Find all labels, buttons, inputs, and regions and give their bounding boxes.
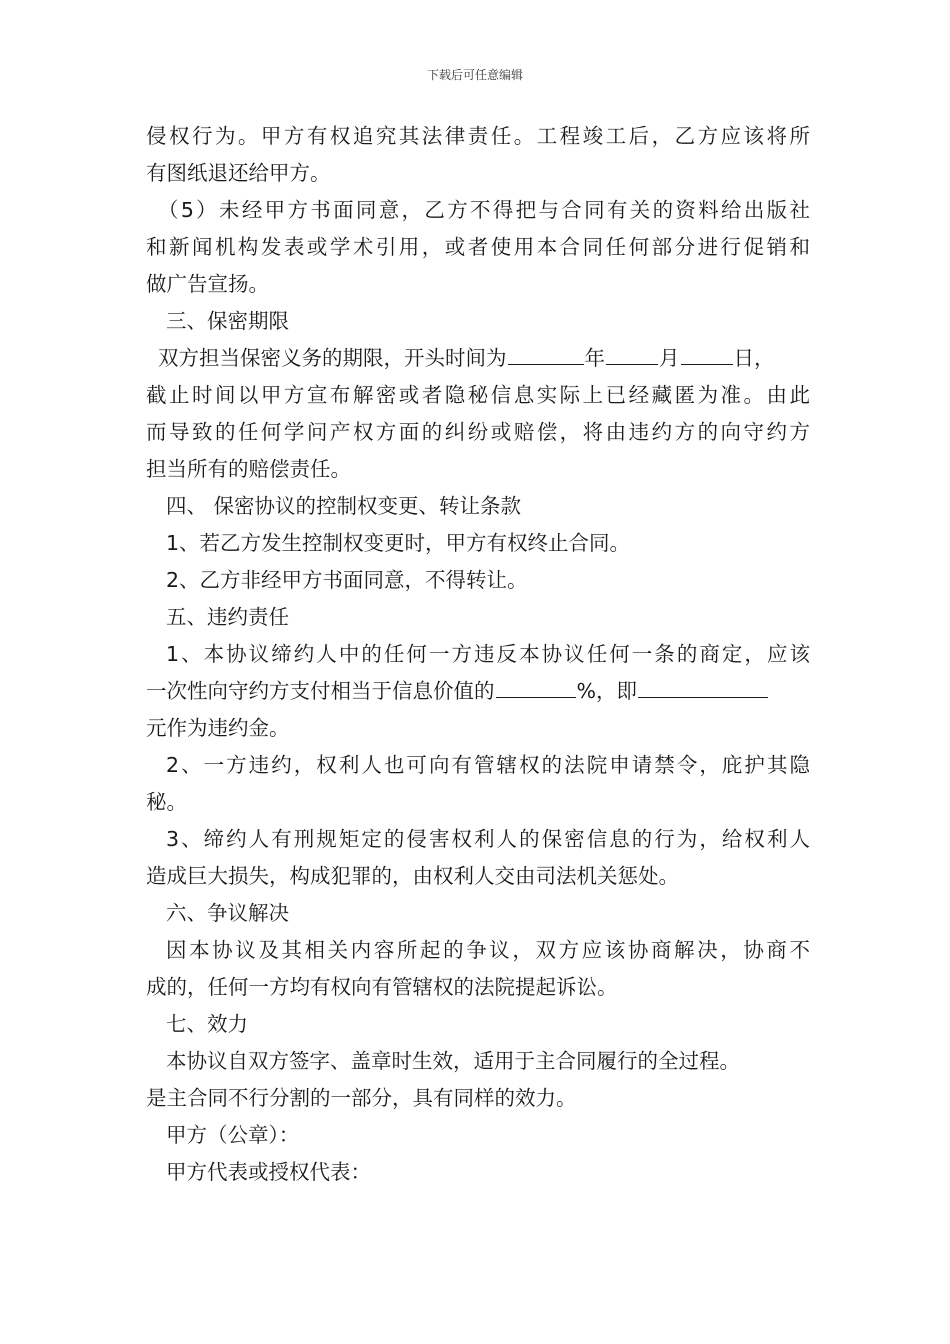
paragraph-line: 2、一方违约，权利人也可向有管辖权的法院申请禁令，庇护其隐 [166,753,810,777]
paragraph-line: （5）未经甲方书面同意，乙方不得把与合同有关的资料给出版社 [158,198,810,222]
document-body [146,118,810,1191]
paragraph-line: 侵权行为。甲方有权追究其法律责任。工程竣工后，乙方应该将所 [146,124,810,148]
percent-blank[interactable] [496,673,576,698]
paragraph-line: 1、本协议缔约人中的任何一方违反本协议任何一条的商定，应该 [166,642,810,666]
paragraph-line: 有图纸退还给甲方。 [146,161,331,185]
day-blank[interactable] [681,340,733,365]
paragraph-line: 做广告宣扬。 [146,272,269,296]
term-text: 双方担当保密义务的期限，开头时间为 [158,346,507,370]
paragraph-line: 2、乙方非经甲方书面同意，不得转让。 [166,568,528,592]
paragraph-line [146,673,810,710]
percent-label: %，即 [576,679,637,703]
section-heading: 三、保密期限 [166,309,289,333]
paragraph-line: 担当所有的赔偿责任。 [146,457,351,481]
party-a-representative-label: 甲方代表或授权代表： [166,1160,371,1184]
paragraph-line: 是主合同不行分割的一部分，具有同样的效力。 [146,1086,577,1110]
year-blank[interactable] [508,340,584,365]
paragraph-line: 1、若乙方发生控制权变更时，甲方有权终止合同。 [166,531,631,555]
paragraph-line: 3、缔约人有刑规矩定的侵害权利人的保密信息的行为，给权利人 [166,827,810,851]
section-heading: 四、 保密协议的控制权变更、转让条款 [166,494,522,518]
month-blank[interactable] [606,340,658,365]
section-heading: 五、违约责任 [166,605,289,629]
paragraph-line: 造成巨大损失，构成犯罪的，由权利人交由司法机关惩处。 [146,864,679,888]
month-label: 月 [659,346,680,370]
paragraph-line: 本协议自双方签字、盖章时生效，适用于主合同履行的全过程。 [166,1049,740,1073]
paragraph-line: 元作为违约金。 [146,716,290,740]
year-label: 年 [584,346,605,370]
section-heading: 七、效力 [166,1012,248,1036]
paragraph-line [146,340,810,377]
page-header [0,66,950,83]
party-a-seal-label: 甲方（公章）： [166,1123,300,1147]
penalty-text: 一次性向守约方支付相当于信息价值的 [146,679,495,703]
header-text: 下载后可任意编辑 [426,68,523,82]
paragraph-line: 截止时间以甲方宣布解密或者隐秘信息实际上已经藏匿为准。由此 [146,383,810,407]
amount-blank[interactable] [638,673,768,698]
paragraph-line: 成的，任何一方均有权向有管辖权的法院提起诉讼。 [146,975,618,999]
day-label: 日， [733,346,775,370]
paragraph-line: 而导致的任何学问产权方面的纠纷或赔偿，将由违约方的向守约方 [146,420,810,444]
paragraph-line: 和新闻机构发表或学术引用，或者使用本合同任何部分进行促销和 [146,235,810,259]
paragraph-line: 秘。 [146,790,187,814]
section-heading: 六、争议解决 [166,901,289,925]
paragraph-line: 因本协议及其相关内容所起的争议，双方应该协商解决，协商不 [166,938,810,962]
